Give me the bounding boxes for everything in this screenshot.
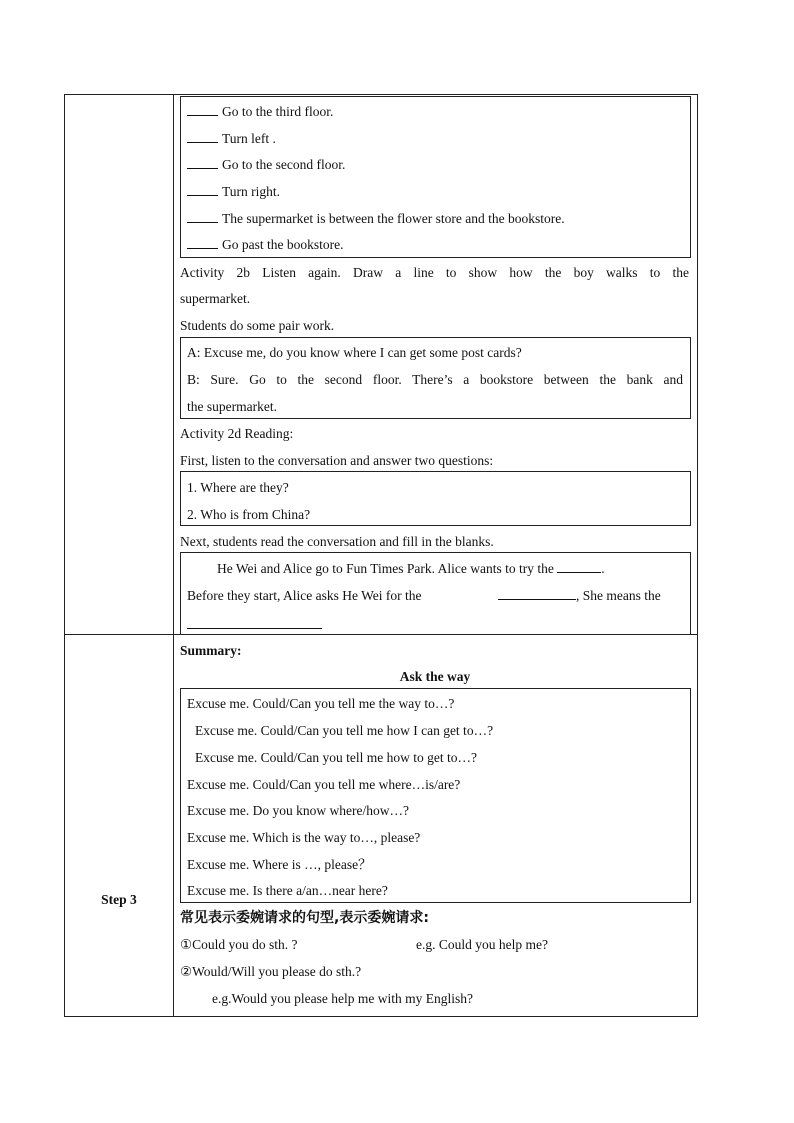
dialogue-b-cont: the supermarket. <box>187 399 277 414</box>
passage-line2: Before they start, Alice asks He Wei for the , She means the <box>187 588 661 603</box>
column-divider <box>173 94 174 1016</box>
activity-2b: Activity 2b Listen again. Draw a line to show how the boy walks to the <box>180 265 689 280</box>
activity-2b-cont: supermarket. <box>180 291 251 306</box>
summary-label: Summary: <box>180 643 242 658</box>
polite-heading: 常见表示委婉请求的句型,表示委婉请求: <box>180 910 429 926</box>
ask-way-item: Excuse me. Which is the way to…, please? <box>187 830 421 845</box>
order-item: The supermarket is between the flower store and the bookstore. <box>187 210 565 228</box>
order-item: Turn right. <box>187 183 280 201</box>
ask-way-item: Excuse me. Could/Can you tell me how I can get to…? <box>195 723 494 738</box>
polite-example-1: e.g. Could you help me? <box>416 937 548 952</box>
activity-2d: Activity 2d Reading: <box>180 426 294 441</box>
first-listen: First, listen to the conversation and answer two questions: <box>180 453 494 468</box>
next-read: Next, students read the conversation and fill in the blanks. <box>180 534 494 549</box>
polite-pattern-2: ②Would/Will you please do sth.? <box>180 964 362 979</box>
order-item: Go to the second floor. <box>187 156 345 174</box>
summary-title: Ask the way <box>399 669 471 684</box>
polite-example-2: e.g.Would you please help me with my English? <box>212 991 473 1006</box>
polite-pattern-1: ①Could you do sth. ? <box>180 937 298 952</box>
order-item: Go past the bookstore. <box>187 236 343 254</box>
dialogue-a: A: Excuse me, do you know where I can get some post cards? <box>187 345 522 360</box>
ask-way-item: Excuse me. Is there a/an…near here? <box>187 883 388 898</box>
step-label: Step 3 <box>101 892 137 907</box>
ask-way-item: Excuse me. Do you know where/how…? <box>187 803 409 818</box>
ask-way-item: Excuse me. Where is …, please？ <box>187 857 372 872</box>
ask-way-item: Excuse me. Could/Can you tell me the way to…? <box>187 696 455 711</box>
dialogue-b: B: Sure. Go to the second floor. There’s a bookstore between the bank and <box>187 372 683 387</box>
pair-work: Students do some pair work. <box>180 318 335 333</box>
order-item: Go to the third floor. <box>187 103 333 121</box>
ask-way-item: Excuse me. Could/Can you tell me how to get to…? <box>195 750 477 765</box>
order-item: Turn left . <box>187 130 276 148</box>
ask-way-item: Excuse me. Could/Can you tell me where…is/are? <box>187 777 461 792</box>
blank-line <box>187 628 322 629</box>
passage-line1: He Wei and Alice go to Fun Times Park. Alice wants to try the . <box>217 561 605 576</box>
question: 1. Where are they? <box>187 480 289 495</box>
question: 2. Who is from China? <box>187 507 311 522</box>
